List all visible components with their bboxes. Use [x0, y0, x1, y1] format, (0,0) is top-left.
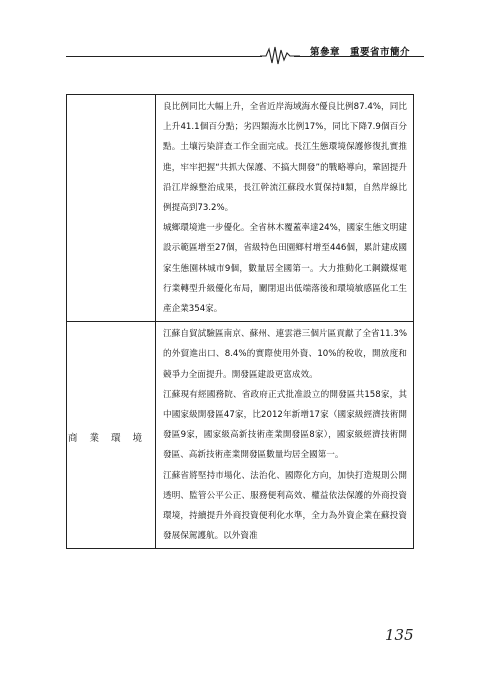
- paragraph: 江蘇自貿試驗區南京、蘇州、連雲港三個片區貢獻了全省11.3%的外貿進出口、8.4%的實際使用外資、10%的稅收，開放度和競爭力全面提升。開發區建設更富成效。: [163, 329, 407, 380]
- chapter-title: 第參章 重要省市簡介: [310, 47, 411, 58]
- row-label-cell: [67, 322, 156, 549]
- paragraph: 江蘇現有經國務院、省政府正式批准設立的開發區共158家，其中國家級開發區47家，比2012年新增17家（國家級經濟技術開發區9家，國家級高新技術產業開發區8家），國家級經濟技術開發區、高新技術產業開發區數量均居全國第一。: [163, 389, 407, 461]
- paragraph: 江蘇省將堅持市場化、法治化、國際化方向，加快打造規則公開透明、監管公平公正、服務便利高效、權益依法保護的外商投資環境，持續提升外商投資便利化水準，全力為外資企業在蘇投資發展保駕護航。以外資准: [163, 470, 407, 542]
- row-label-business-environment: 商業環境: [67, 432, 154, 444]
- paragraph: 城鄉環境進一步優化。全省林木覆蓋率達24%，國家生態文明建設示範區增至27個，省級特色田園鄉村增至446個，累計建成國家生態園林城市9個，數量居全國第一。大力推動化工鋼鐵煤電行業轉型升級優化布局，關閉退出低端落後和環境敏感區化工生產企業354家。: [163, 223, 407, 315]
- row-content-cell: [156, 95, 414, 322]
- paragraph: 良比例同比大幅上升，全省近岸海域海水優良比例87.4%，同比上升41.1個百分點；劣四類海水比例17%，同比下降7.9個百分點。土壤污染詳查工作全面完成。長江生態環境保護修復扎實推進，牢牢把握“共抓大保護、不搞大開發”的戰略導向，鞏固提升沿江岸線整治成果，長江幹流江蘇段水質保持Ⅱ類，自然岸線比例提高到73.2%。: [163, 102, 407, 214]
- row-label-cell: [67, 95, 156, 322]
- heartbeat-pulse-icon: [260, 44, 300, 66]
- page-number: 135: [385, 626, 414, 644]
- table-row: [67, 322, 414, 549]
- header-rule-left: [66, 56, 262, 57]
- row-content-cell: [156, 322, 414, 549]
- content-table: [66, 94, 414, 549]
- table-row: [67, 95, 414, 322]
